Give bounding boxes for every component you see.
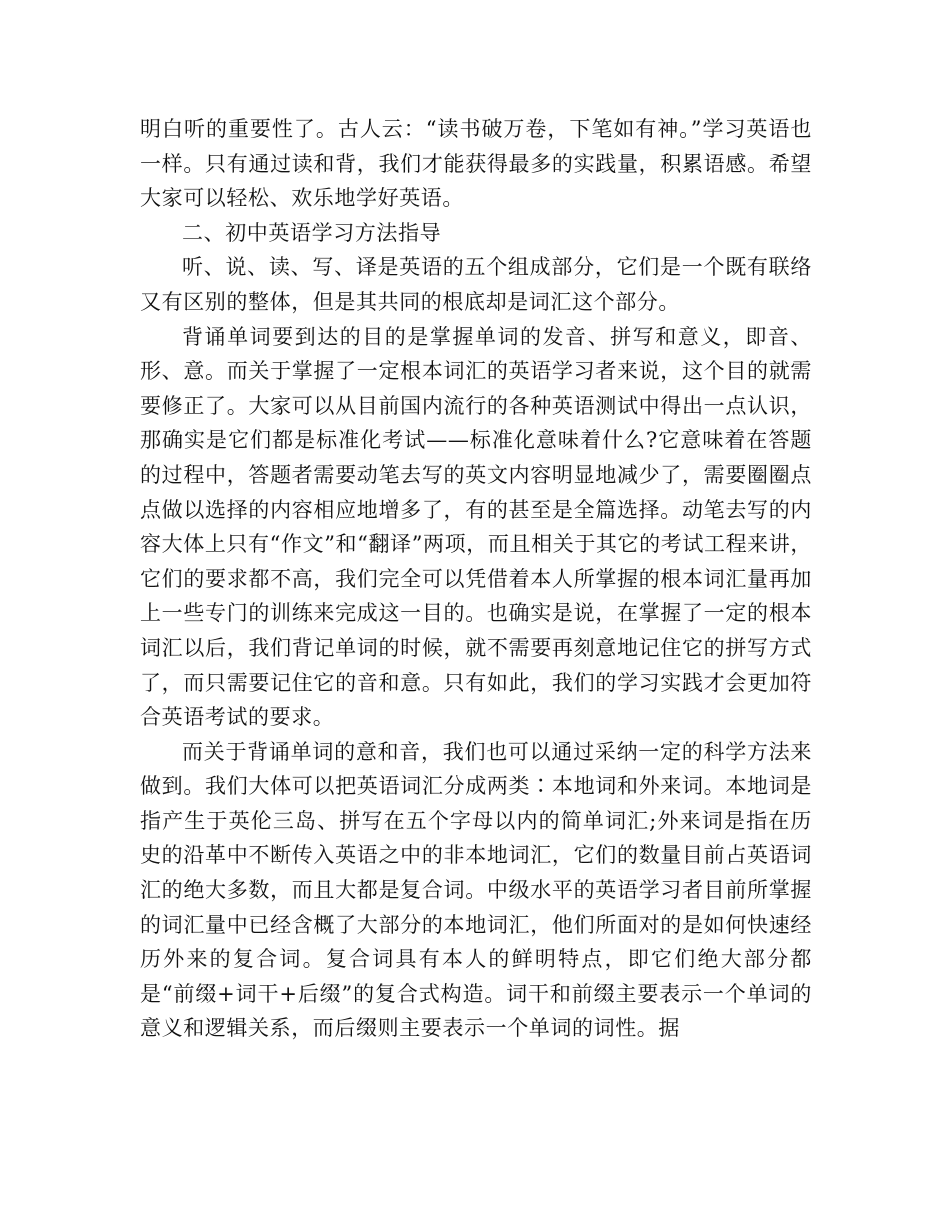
paragraph-continuation: 明白听的重要性了。古人云：“读书破万卷，下笔如有神。”学习英语也一样。只有通过读和背，我们才能获得最多的实践量，积累语感。希望大家可以轻松、欢乐地学好英语。 [140, 117, 812, 211]
document-body [140, 112, 812, 1046]
section-heading: 二、初中英语学习方法指导 [182, 220, 442, 245]
paragraph-memorization: 背诵单词要到达的目的是掌握单词的发音、拼写和意义，即音、形、意。而关于掌握了一定根本词汇的英语学习者来说，这个目的就需要修正了。大家可以从目前国内流行的各种英语测试中得出一点认识，那确实是它们都是标准化考试——标准化意味着什么?它意味着在答题的过程中，答题者需要动笔去写的英文内容明显地减少了，需要圈圈点点做以选择的内容相应地增多了，有的甚至是全篇选择。动笔去写的内容大体上只有“作文”和“翻译”两项，而且相关于其它的考试工程来讲，它们的要求都不高，我们完全可以凭借着本人所掌握的根本词汇量再加上一些专门的训练来完成这一目的。也确实是说，在掌握了一定的根本词汇以后，我们背记单词的时候，就不需要再刻意地记住它的拼写方式了，而只需要记住它的音和意。只有如此，我们的学习实践才会更加符合英语考试的要求。 [140, 324, 812, 730]
paragraph-vocabulary: 而关于背诵单词的意和音，我们也可以通过采纳一定的科学方法来做到。我们大体可以把英语词汇分成两类∶本地词和外来词。本地词是指产生于英伦三岛、拼写在五个字母以内的简单词汇;外来词是指在历史的沿革中不断传入英语之中的非本地词汇，它们的数量目前占英语词汇的绝大多数，而且大都是复合词。中级水平的英语学习者目前所掌握的词汇量中已经含概了大部分的本地词汇，他们所面对的是如何快速经历外来的复合词。复合词具有本人的鲜明特点，即它们绝大部分都是“前缀+词干+后缀”的复合式构造。词干和前缀主要表示一个单词的意义和逻辑关系，而后缀则主要表示一个单词的词性。据 [140, 739, 812, 1041]
paragraph-intro: 听、说、读、写、译是英语的五个组成部分，它们是一个既有联络又有区别的整体，但是其共同的根底却是词汇这个部分。 [140, 255, 812, 314]
